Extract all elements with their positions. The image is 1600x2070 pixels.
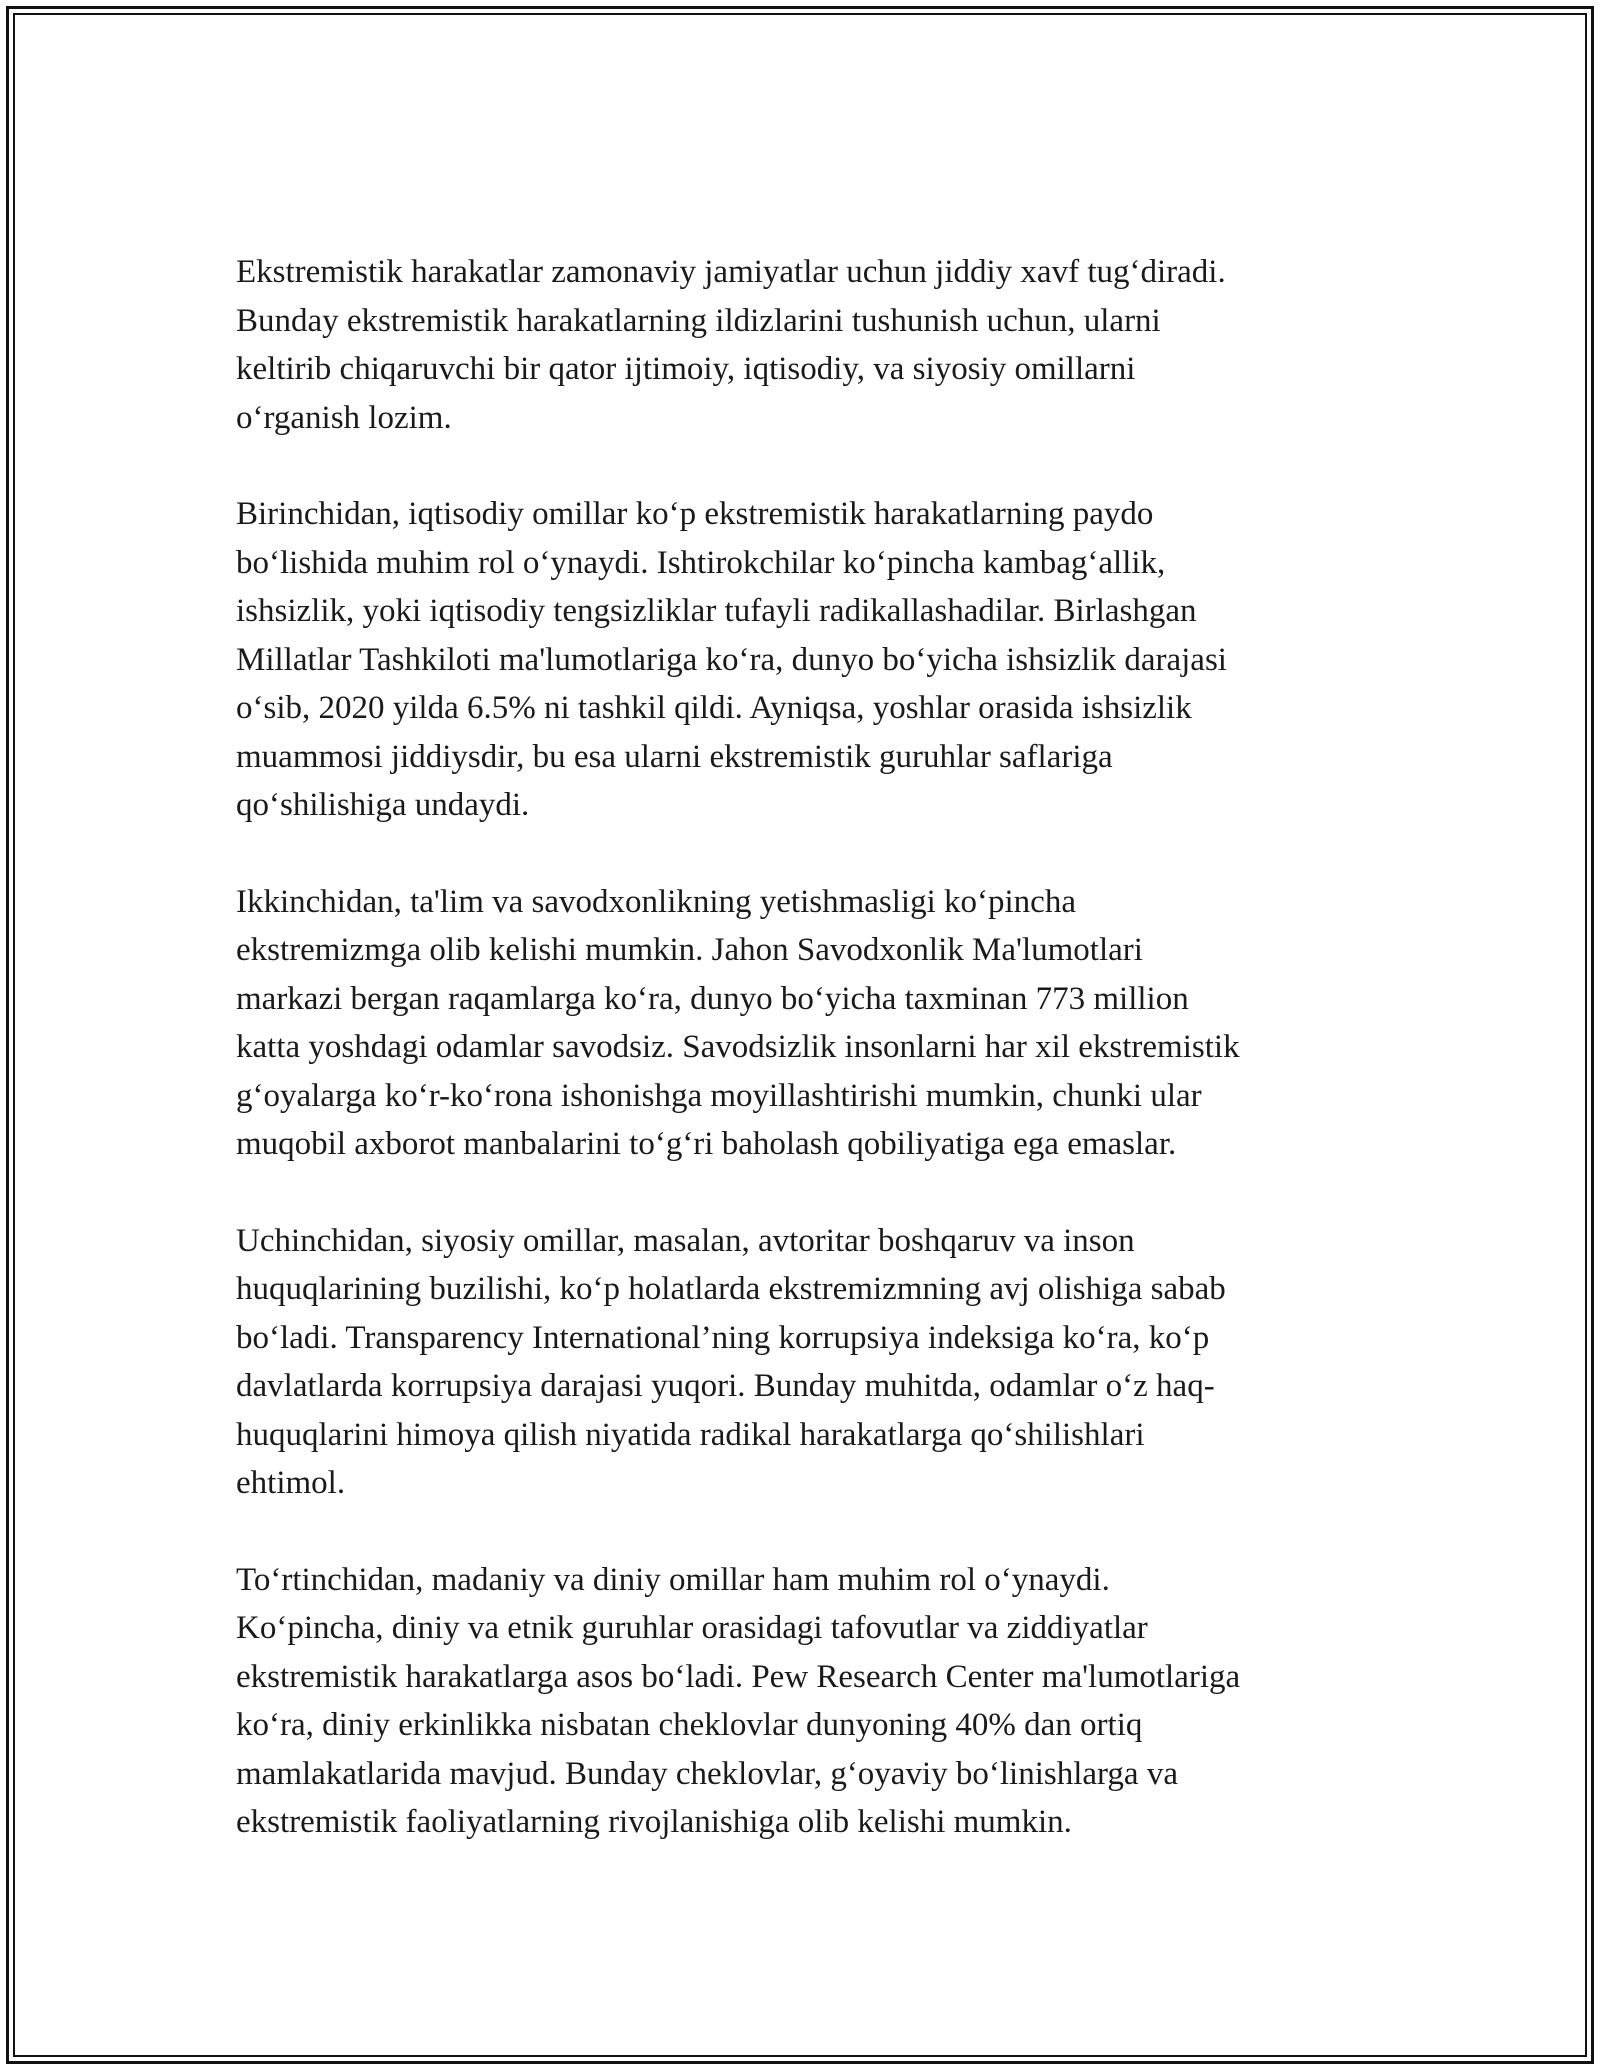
paragraph-economic-factors: Birinchidan, iqtisodiy omillar koʻp ekstremistik harakatlarning paydo boʻlishida muhim rol oʻynaydi. Ishtirokchilar koʻpincha kambagʻallik, ishsizlik, yoki iqtisodiy tengsizliklar tufayli radikallashadilar. Birlashgan Millatlar Tashkiloti ma'lumotlariga koʻra, dunyo boʻyicha ishsizlik darajasi oʻsib, 2020 yilda 6.5% ni tashkil qildi. Ayniqsa, yoshlar orasida ishsizlik muammosi jiddiysdir, bu esa ularni ekstremistik guruhlar saflariga qoʻshilishiga undaydi. bbox=[236, 496, 1227, 823]
paragraph-cultural-religious-factors: Toʻrtinchidan, madaniy va diniy omillar ham muhim rol oʻynaydi. Koʻpincha, diniy va etnik guruhlar orasidagi tafovutlar va ziddiyatlar ekstremistik harakatlarga asos boʻladi. Pew Research Center ma'lumotlariga koʻra, diniy erkinlikka nisbatan cheklovlar dunyoning 40% dan ortiq mamlakatlarida mavjud. Bunday cheklovlar, gʻoyaviy boʻlinishlarga va ekstremistik faoliyatlarning rivojlanishiga olib kelishi mumkin. bbox=[236, 1561, 1241, 1840]
paragraph-political-factors: Uchinchidan, siyosiy omillar, masalan, avtoritar boshqaruv va inson huquqlarining buzilishi, koʻp holatlarda ekstremizmning avj olishiga sabab boʻladi. Transparency International’ning korrupsiya indeksiga koʻra, koʻp davlatlarda korrupsiya darajasi yuqori. Bunday muhitda, odamlar oʻz haq- huquqlarini himoya qilish niyatida radikal harakatlarga qoʻshilishlari ehtimol. bbox=[236, 1222, 1226, 1501]
document-body bbox=[236, 248, 1366, 1895]
paragraph-intro: Ekstremistik harakatlar zamonaviy jamiyatlar uchun jiddiy xavf tugʻdiradi. Bunday ekstremistik harakatlarning ildizlarini tushunish uchun, ularni keltirib chiqaruvchi bir qator ijtimoiy, iqtisodiy, va siyosiy omillarni oʻrganish lozim. bbox=[236, 254, 1226, 436]
paragraph-education-factors: Ikkinchidan, ta'lim va savodxonlikning yetishmasligi koʻpincha ekstremizmga olib kelishi mumkin. Jahon Savodxonlik Ma'lumotlari markazi bergan raqamlarga koʻra, dunyo boʻyicha taxminan 773 million katta yoshdagi odamlar savodsiz. Savodsizlik insonlarni har xil ekstremistik gʻoyalarga koʻr-koʻrona ishonishga moyillashtirishi mumkin, chunki ular muqobil axborot manbalarini toʻgʻri baholash qobiliyatiga ega emaslar. bbox=[236, 883, 1240, 1162]
